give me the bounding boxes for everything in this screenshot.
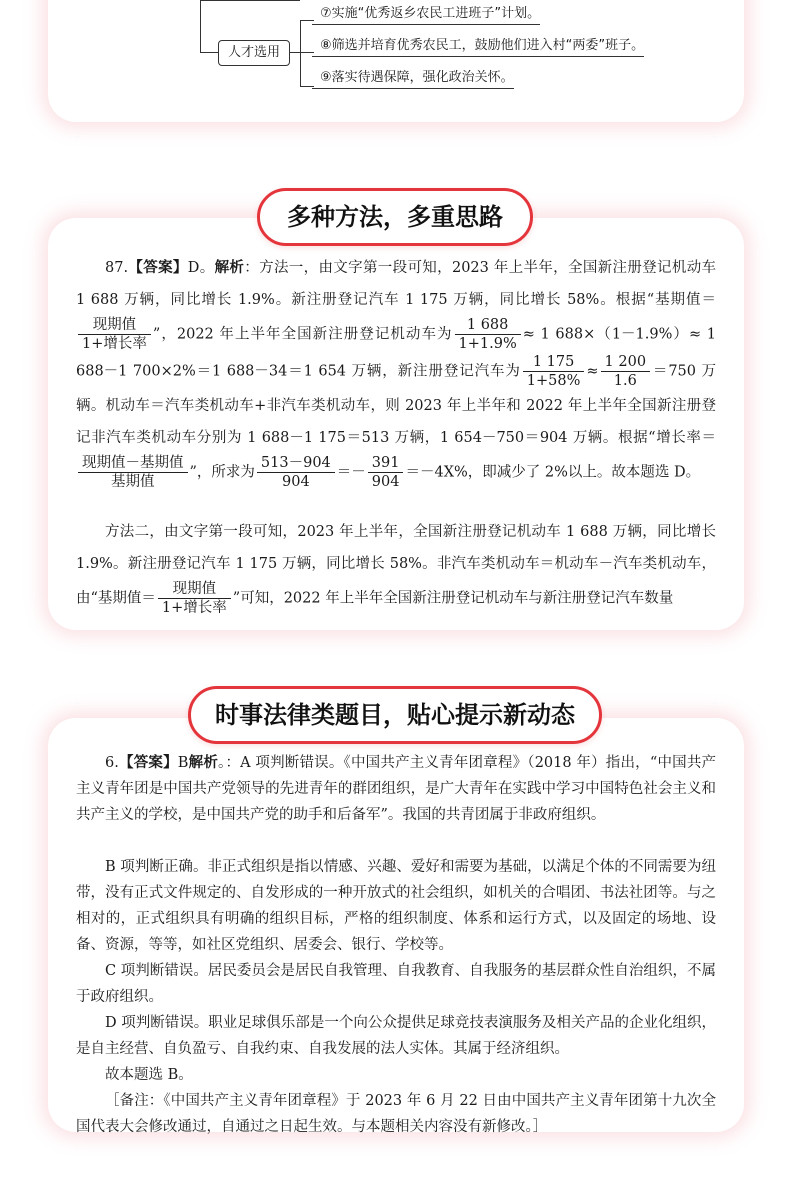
answer-6-conclusion: 故本题选 B。 xyxy=(105,1067,193,1083)
text-run: ＝－ xyxy=(336,464,366,481)
mindmap-item-9: ⑨落实待遇保障，强化政治关怀。 xyxy=(320,66,514,85)
section-title-methods: 多种方法，多重思路 xyxy=(257,188,533,246)
question-number: 6. xyxy=(105,755,119,771)
answer-value: D xyxy=(187,260,200,276)
answer-6-paragraph-4: D 项判断错误。职业足球俱乐部是一个向公众提供足球竞技表演服务及相关产品的企业化组织，是自主经营、自负盈亏、自我约束、自我发展的法人实体。其属于经济组织。 xyxy=(76,1015,716,1057)
text-run: ”，所求为 xyxy=(189,464,255,481)
analysis-label: 解析 xyxy=(188,755,219,771)
fraction-1688: $\frac{1 688}{1+1.9\%}$ xyxy=(455,316,521,353)
fraction-base-formula: $\frac{\text{现期值}}{\text{1+增长率}}$ xyxy=(78,316,151,353)
answer-6-paragraph-1 xyxy=(76,750,716,828)
fraction-growth-formula: $\frac{\text{现期值－基期值}}{\text{基期值}}$ xyxy=(78,454,188,491)
mindmap-item-7: ⑦实施“优秀返乡农民工进班子”计划。 xyxy=(320,2,540,21)
mindmap-trunk-line xyxy=(200,0,201,52)
mindmap-item-8: ⑧筛选并培育优秀农民工，鼓励他们进入村“两委”班子。 xyxy=(320,34,644,53)
text-run: 。 xyxy=(199,260,215,276)
answer-6-note: ［备注：《中国共产主义青年团章程》于 2023 年 6 月 22 日由中国共产主义青年团第十九次全国代表大会修改通过，自通过之日起生效。与本题相关内容没有新修改。］ xyxy=(76,1093,716,1135)
fraction-base-formula-2: $\frac{\text{现期值}}{\text{1+增长率}}$ xyxy=(158,580,231,617)
text-run: 方法二，由文字第一段可知，2023 年上半年，全国新注册登记机动车 1 688 万辆，同比增长 1.9%。新注册登记汽车 1 175 万辆，同比增长 58%。非汽车类机动车＝机动车－汽车类机动车，由“基期值＝ xyxy=(76,524,716,607)
talent-selection-node: 人才选用 xyxy=(218,40,290,66)
text-run: ≈ 1 688×（1－1.9%）≈ 1 688－1 700×2%＝1 688－34＝1 654 万辆，新注册登记汽车为 xyxy=(76,326,716,380)
answer-87-paragraph-2 xyxy=(76,516,716,617)
text-run: 。：A 项判断错误。《中国共产主义青年团章程》（2018 年）指出，“中国共产主义青年团是中国共产党领导的先进青年的群团组织，是广大青年在实践中学习中国特色社会主义和共产主义的学校，是中国共产党的助手和后备军”。我国的共青团属于非政府组织。 xyxy=(76,755,717,823)
mindmap-tick-1 xyxy=(300,20,314,21)
mindmap-connector xyxy=(200,52,218,53)
text-run: ：方法一，由文字第一段可知，2023 年上半年，全国新注册登记机动车 1 688 万辆，同比增长 1.9%。新注册登记汽车 1 175 万辆，同比增长 58%。根据“基期值＝ xyxy=(76,260,717,308)
fraction-513-904: $\frac{513-904}{904}$ xyxy=(257,454,335,491)
fraction-1175: $\frac{1 175}{1+58\%}$ xyxy=(523,353,585,390)
text-run: ＝－4X%，即减少了 2%以上。故本题选 D。 xyxy=(405,464,701,481)
fraction-1200: $\frac{1 200}{1.6}$ xyxy=(601,353,651,390)
text-run: ＝750 万辆。机动车＝汽车类机动车+非汽车类机动车，则 2023 年上半年和 2022 年上半年全国新注册登记非汽车类机动车分别为 1 688－1 175＝513 万辆，1 654－750＝904 万辆。根据“增长率＝ xyxy=(76,363,716,446)
mindmap-tick-3 xyxy=(300,86,314,87)
question-number: 87. xyxy=(105,260,129,276)
answer-value: B xyxy=(177,755,189,771)
section-title-law: 时事法律类题目，贴心提示新动态 xyxy=(188,686,602,744)
mindmap-top-branch xyxy=(200,0,300,1)
answer-6-paragraph-2: B 项判断正确。非正式组织是指以情感、兴趣、爱好和需要为基础，以满足个体的不同需要为纽带，没有正式文件规定的、自发形成的一种开放式的社会组织，如机关的合唱团、书法社团等。与之相对的，正式组织具有明确的组织目标，严格的组织制度、体系和运行方式，以及固定的场地、设备、资源，等等，如社区党组织、居委会、银行、学校等。 xyxy=(76,859,716,953)
answer-6-paragraph-3: C 项判断错误。居民委员会是居民自我管理、自我教育、自我服务的基层群众性自治组织，不属于政府组织。 xyxy=(76,963,716,1005)
analysis-label: 解析 xyxy=(214,260,245,276)
answer-87-paragraph-1 xyxy=(76,252,716,491)
mindmap-branch-line xyxy=(300,20,301,86)
text-run: ”可知，2022 年上半年全国新注册登记机动车与新注册登记汽车数量 xyxy=(232,590,674,607)
answer-label: 【答案】 xyxy=(128,260,188,276)
mindmap-tick-2 xyxy=(300,52,314,53)
answer-label: 【答案】 xyxy=(118,755,178,771)
fraction-391-904: $\frac{391}{904}$ xyxy=(368,454,404,491)
text-run: ≈ xyxy=(586,363,599,380)
text-run: ”，2022 年上半年全国新注册登记机动车为 xyxy=(152,326,453,343)
